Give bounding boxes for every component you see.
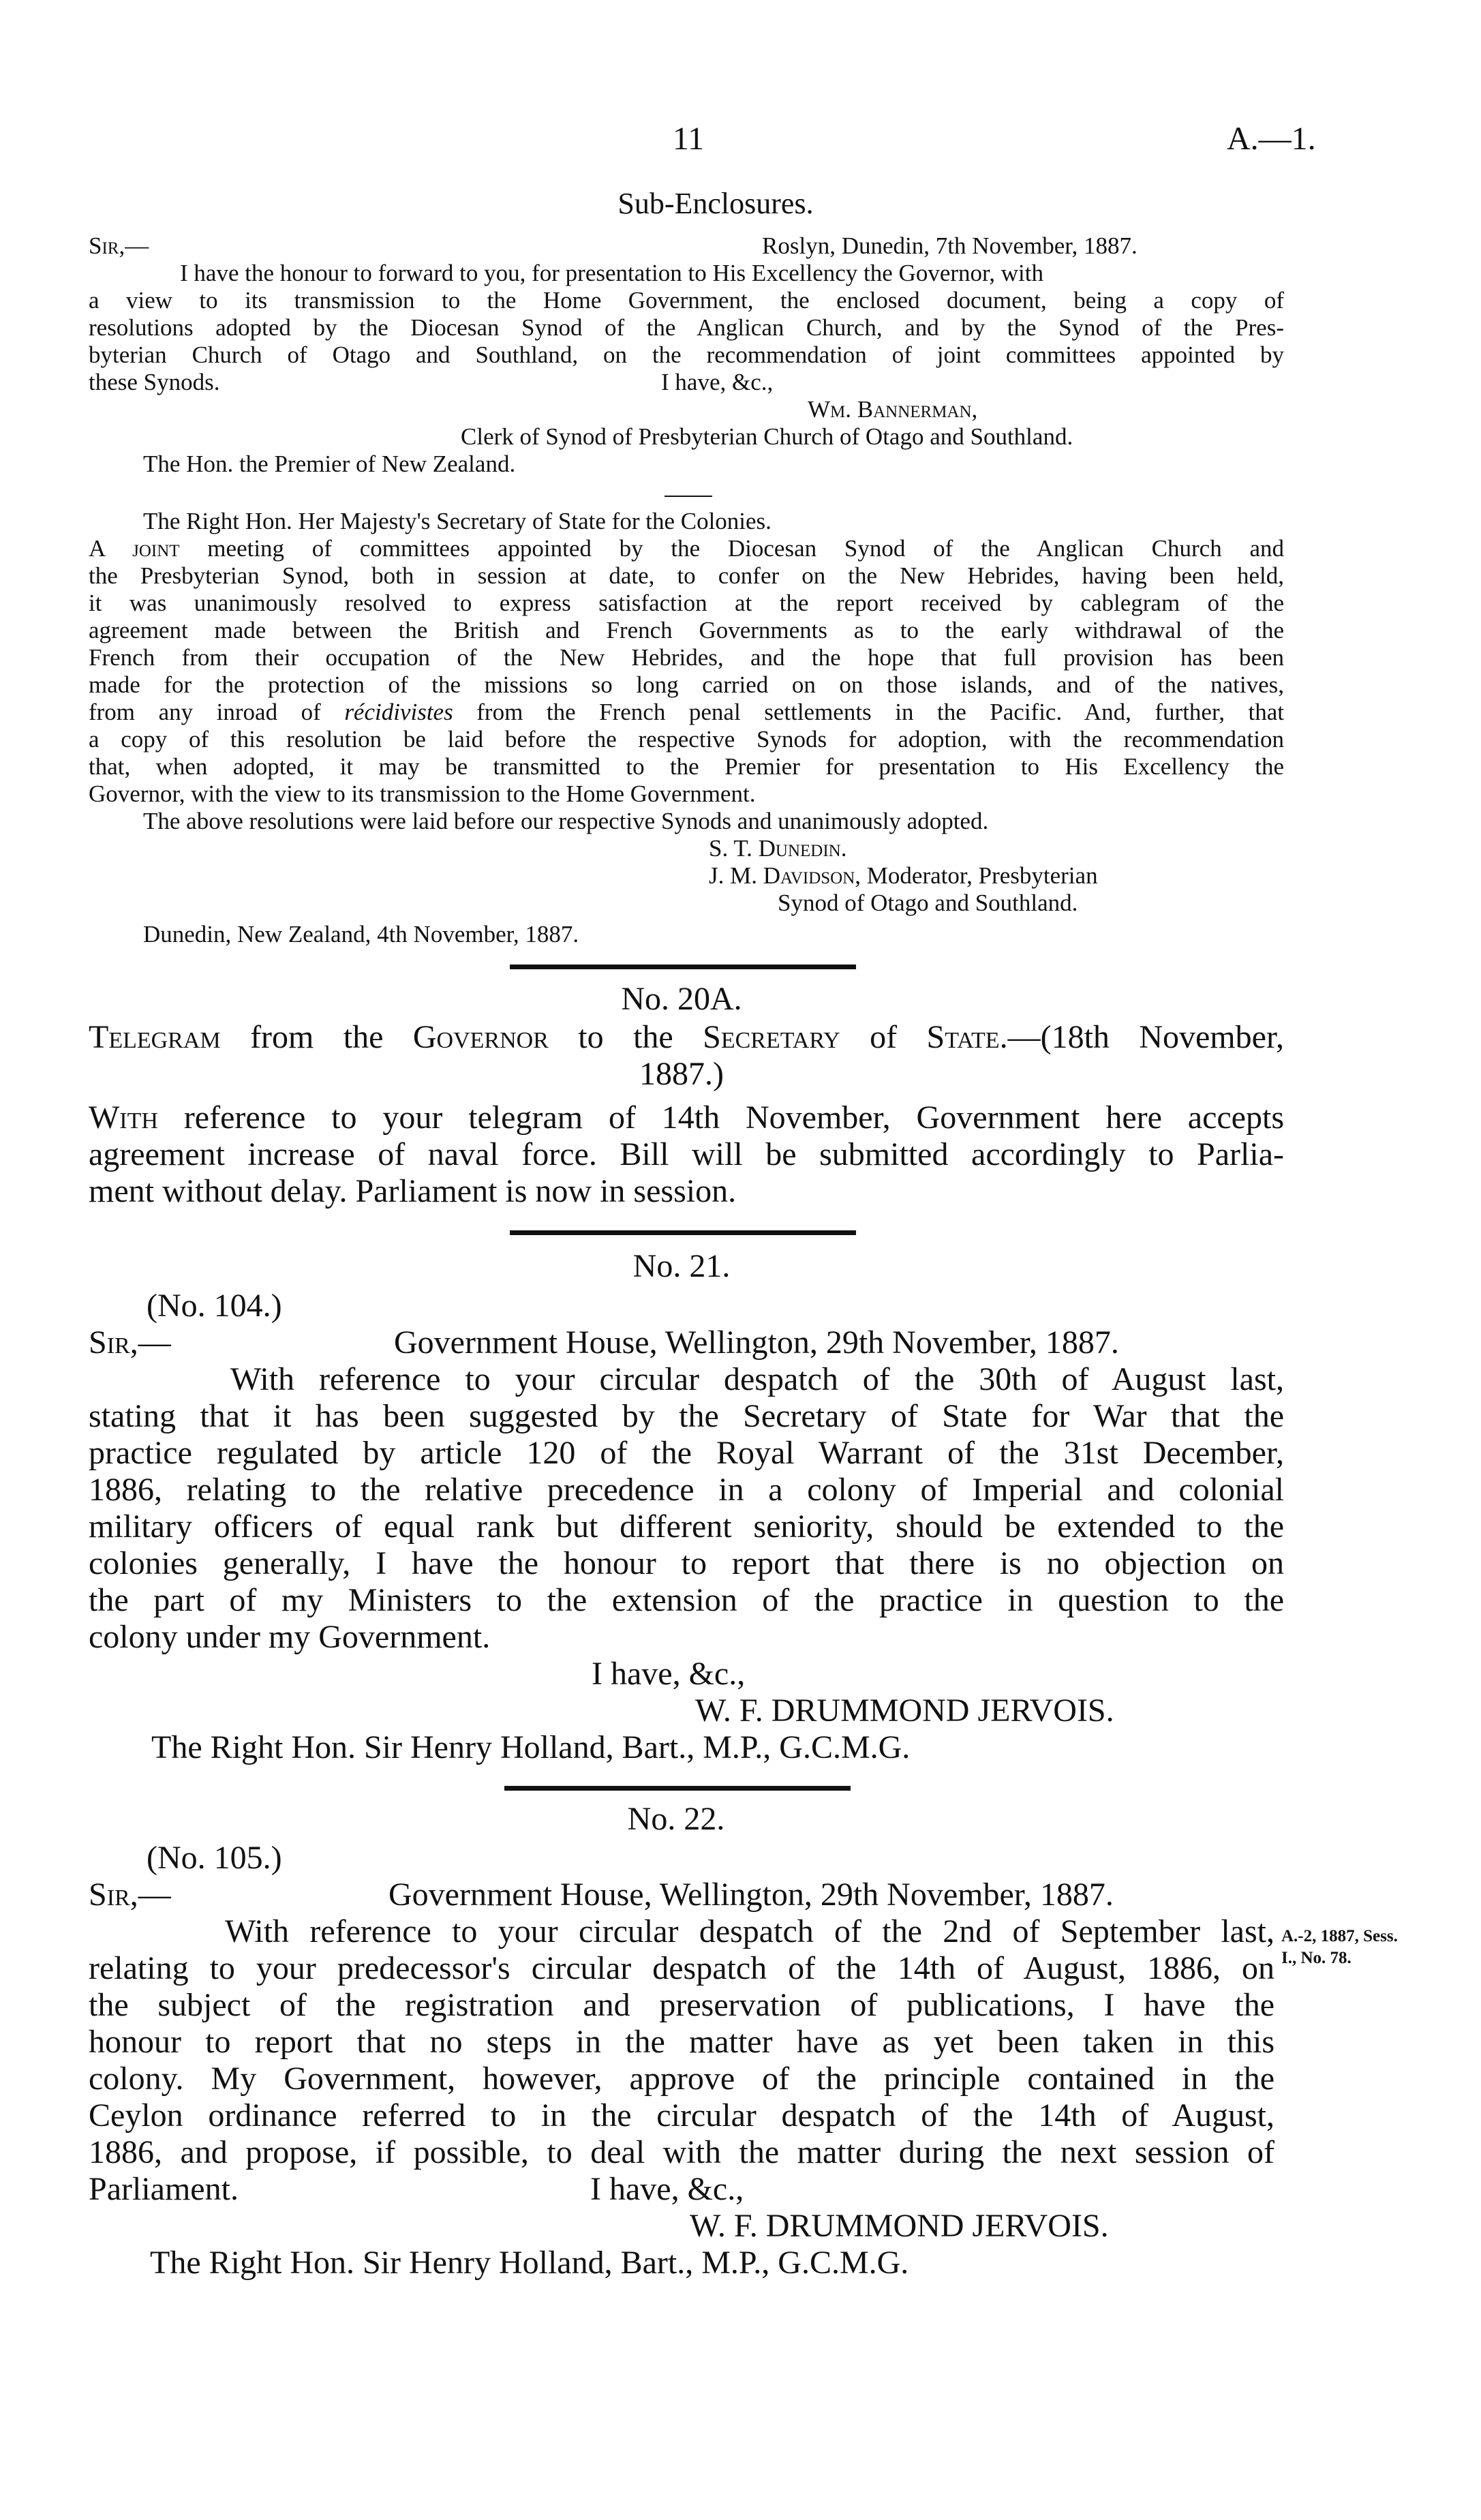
recidivistes-pre: from any inroad of bbox=[89, 699, 345, 725]
heading-text: .—(18th November, bbox=[999, 1019, 1285, 1055]
section-number: No. 22. bbox=[627, 1801, 725, 1837]
despatch-body-line: With reference to your circular despatch of the 30th of August last, bbox=[230, 1361, 1284, 1397]
resolution-place-date: Dunedin, New Zealand, 4th November, 1887. bbox=[143, 921, 579, 947]
despatch-body-line: 1886, relating to the relative precedence in a colony of Imperial and colonial bbox=[89, 1472, 1284, 1508]
recidivistes-term: récidivistes bbox=[344, 699, 453, 725]
despatch-salutation: Sir,— bbox=[89, 1877, 171, 1913]
despatch-body-line: colonies generally, I have the honour to report that there is no objection on bbox=[89, 1545, 1284, 1581]
short-divider bbox=[665, 496, 712, 497]
resolution-body-line: it was unanimously resolved to express satisfaction at the report received by cablegram of the bbox=[89, 590, 1284, 616]
heading-secretary: Secretary bbox=[703, 1019, 840, 1055]
despatch-body-line: military officers of equal rank but different seniority, should be extended to the bbox=[89, 1508, 1284, 1545]
telegram-first-word: With bbox=[89, 1099, 158, 1136]
resolution-body-line: French from their occupation of the New Hebrides, and the hope that full provision has been bbox=[89, 644, 1284, 671]
letter-addressee: The Hon. the Premier of New Zealand. bbox=[143, 451, 516, 477]
despatch-closing: I have, &c., bbox=[590, 2171, 744, 2207]
letter-salutation: Sir,— bbox=[89, 232, 149, 259]
despatch-body-line: stating that it has been suggested by the Secretary of State for War that the bbox=[89, 1398, 1284, 1434]
resolution-body-line: a copy of this resolution be laid before the respective Synods for adoption, with the recommendation bbox=[89, 726, 1284, 753]
letter-body-line: I have the honour to forward to you, for presentation to His Excellency the Governor, with bbox=[180, 260, 1043, 286]
despatch-reference: (No. 104.) bbox=[147, 1288, 282, 1324]
sub-enclosures-title: Sub-Enclosures. bbox=[617, 187, 814, 220]
section-divider bbox=[510, 965, 856, 969]
telegram-body-line: ment without delay. Parliament is now in session. bbox=[89, 1173, 737, 1209]
despatch-body-line: colony. My Government, however, approve of the principle contained in the bbox=[89, 2061, 1274, 2097]
telegram-heading-line bbox=[89, 1020, 1284, 1055]
heading-telegram: Telegram bbox=[89, 1019, 221, 1055]
letter-body-line: a view to its transmission to the Home Government, the enclosed document, being a copy of bbox=[89, 287, 1284, 314]
letter-body-line: byterian Church of Otago and Southland, on the recommendation of joint committees appointed by bbox=[89, 341, 1284, 368]
heading-state: State bbox=[926, 1019, 1000, 1055]
despatch-last-line: Parliament. bbox=[89, 2171, 239, 2207]
section-divider bbox=[504, 1786, 851, 1791]
page-number: 11 bbox=[672, 121, 705, 157]
moderator-title: Moderator, Presbyterian bbox=[861, 862, 1098, 889]
margin-reference-note: A.-2, 1887, Sess. bbox=[1281, 1927, 1398, 1945]
despatch-body-line: the part of my Ministers to the extension of the practice in question to the bbox=[89, 1582, 1284, 1618]
heading-text: to the bbox=[548, 1019, 703, 1055]
heading-text: of bbox=[840, 1019, 927, 1055]
resolution-signature-bishop: S. T. Dunedin. bbox=[709, 835, 847, 862]
despatch-body-line: honour to report that no steps in the matter have as yet been taken in this bbox=[89, 2024, 1274, 2060]
resolution-signature-moderator bbox=[709, 862, 1098, 890]
despatch-addressee: The Right Hon. Sir Henry Holland, Bart., M.P., G.C.M.G. bbox=[150, 2245, 909, 2281]
moderator-name: J. M. Davidson, bbox=[709, 862, 861, 889]
telegram-heading-date: 1887.) bbox=[639, 1056, 724, 1092]
despatch-salutation: Sir,— bbox=[89, 1324, 171, 1361]
recidivistes-post: from the French penal settlements in the Pacific. And, further, that bbox=[453, 699, 1284, 725]
moderator-title-continued: Synod of Otago and Southland. bbox=[778, 890, 1078, 916]
resolution-body-line: made for the protection of the missions so long carried on on those islands, and of the natives, bbox=[89, 671, 1284, 698]
letter-body-last-line: these Synods. bbox=[89, 369, 220, 395]
despatch-place-date: Government House, Wellington, 29th November, 1887. bbox=[394, 1324, 1119, 1361]
despatch-signature: W. F. DRUMMOND JERVOIS. bbox=[695, 1692, 1114, 1729]
despatch-body-line: Ceylon ordinance referred to in the circular despatch of the 14th of August, bbox=[89, 2097, 1274, 2134]
margin-reference-note: I., No. 78. bbox=[1281, 1949, 1352, 1967]
resolution-first-line-rest: meeting of committees appointed by the Diocesan Synod of the Anglican Church and bbox=[179, 535, 1284, 562]
resolution-body-line: agreement made between the British and French Governments as to the early withdrawal of the bbox=[89, 617, 1284, 643]
letter-body-line: resolutions adopted by the Diocesan Synod of the Anglican Church, and by the Synod of the Pres- bbox=[89, 314, 1284, 341]
despatch-body-line: relating to your predecessor's circular despatch of the 14th of August, 1886, on bbox=[89, 1950, 1274, 1986]
letter-closing: I have, &c., bbox=[661, 369, 774, 395]
document-reference: A.—1. bbox=[1227, 121, 1316, 157]
resolution-last-line: Governor, with the view to its transmission to the Home Government. bbox=[89, 780, 756, 807]
letter-signatory-title: Clerk of Synod of Presbyterian Church of Otago and Southland. bbox=[461, 423, 1073, 450]
despatch-place-date: Government House, Wellington, 29th November, 1887. bbox=[388, 1877, 1114, 1913]
despatch-reference: (No. 105.) bbox=[147, 1840, 282, 1876]
resolution-first-line bbox=[89, 534, 1284, 562]
section-number: No. 20A. bbox=[621, 981, 742, 1017]
despatch-body-line: With reference to your circular despatch of the 2nd of September last, bbox=[225, 1913, 1274, 1949]
despatch-body-line: the subject of the registration and preservation of publications, I have the bbox=[89, 1987, 1274, 2023]
resolution-addressee: The Right Hon. Her Majesty's Secretary of State for the Colonies. bbox=[143, 508, 772, 534]
despatch-closing: I have, &c., bbox=[592, 1656, 746, 1692]
heading-text: from the bbox=[220, 1019, 413, 1055]
resolution-recidivistes-line bbox=[89, 698, 1284, 726]
despatch-last-line: colony under my Government. bbox=[89, 1619, 491, 1655]
resolution-body-line: the Presbyterian Synod, both in session at date, to confer on the New Hebrides, having been held, bbox=[89, 562, 1284, 589]
letter-place-date: Roslyn, Dunedin, 7th November, 1887. bbox=[762, 232, 1138, 259]
despatch-body-line: 1886, and propose, if possible, to deal with the matter during the next session of bbox=[89, 2134, 1274, 2170]
section-number: No. 21. bbox=[632, 1248, 731, 1284]
resolution-body-line: that, when adopted, it may be transmitted to the Premier for presentation to His Excellency the bbox=[89, 753, 1284, 780]
letter-signature: Wm. Bannerman, bbox=[808, 396, 978, 423]
telegram-body-line bbox=[89, 1100, 1284, 1136]
despatch-signature: W. F. DRUMMOND JERVOIS. bbox=[690, 2208, 1109, 2244]
telegram-body-line: agreement increase of naval force. Bill will be submitted accordingly to Parlia- bbox=[89, 1136, 1284, 1172]
resolution-adoption-note: The above resolutions were laid before our respective Synods and unanimously adopted. bbox=[143, 808, 989, 834]
despatch-body-line: practice regulated by article 120 of the Royal Warrant of the 31st December, bbox=[89, 1435, 1284, 1471]
despatch-addressee: The Right Hon. Sir Henry Holland, Bart., M.P., G.C.M.G. bbox=[151, 1729, 911, 1765]
resolution-first-word: A joint bbox=[89, 535, 180, 562]
section-divider bbox=[510, 1230, 856, 1235]
heading-governor: Governor bbox=[412, 1019, 549, 1055]
telegram-first-line-rest: reference to your telegram of 14th November, Government here accepts bbox=[157, 1099, 1284, 1136]
